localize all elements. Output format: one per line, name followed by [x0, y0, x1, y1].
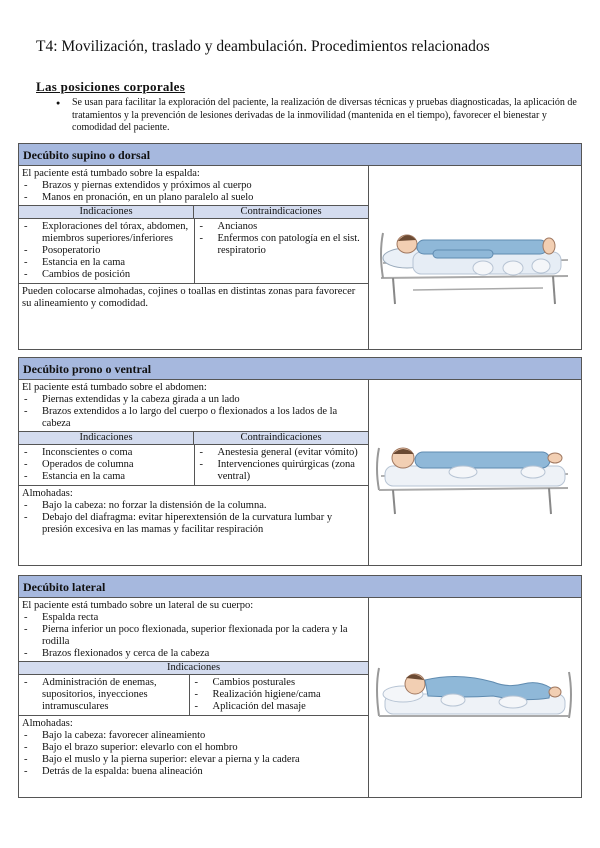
table-header — [19, 205, 368, 219]
image-cell — [369, 166, 581, 349]
section-supino — [18, 143, 582, 350]
list-item: - Cambios posturales — [193, 677, 365, 689]
contraindications-heading: Contraindicaciones — [193, 432, 368, 444]
section-header: Decúbito lateral — [19, 576, 581, 598]
section-subtitle: Las posiciones corporales — [36, 79, 186, 94]
list-item: - Aplicación del masaje — [193, 701, 365, 713]
list-item: - Cambios de posición — [22, 269, 191, 281]
notes-block — [19, 486, 368, 538]
table-header — [19, 431, 368, 445]
notes-title: Almohadas: — [22, 488, 73, 499]
list-item: - Bajo el muslo y la pierna superior: elevar a pierna y la cadera — [22, 754, 365, 766]
list-item: - Inconscientes o coma — [22, 447, 191, 459]
list-item: - Posoperatorio — [22, 245, 191, 257]
list-item: - Debajo del diafragma: evitar hiperextensión de la curvatura lumbar y presión excesiva en las mamas y facilitar respiración — [22, 512, 365, 536]
table-body — [19, 445, 368, 486]
description: El paciente está tumbado sobre un lateral de su cuerpo: — [22, 600, 254, 611]
description: El paciente está tumbado sobre la espalda: — [22, 168, 200, 179]
section-text — [19, 598, 369, 797]
point: - Brazos extendidos a lo largo del cuerpo o flexionados a los lados de la cabeza — [22, 406, 365, 430]
notes-block — [19, 716, 368, 780]
list-item: - Operados de columna — [22, 459, 191, 471]
point: - Brazos y piernas extendidos y próximos al cuerpo — [22, 180, 365, 192]
point: - Espalda recta — [22, 612, 365, 624]
list-item: - Realización higiene/cama — [193, 689, 365, 701]
patient-supine-illustration — [373, 208, 578, 308]
section-text — [19, 166, 369, 349]
list-item: - Intervenciones quirúrgicas (zona ventral) — [198, 459, 366, 483]
list-item: - Administración de enemas, supositorios, inyecciones intramusculares — [22, 677, 186, 713]
section-prono — [18, 357, 582, 566]
patient-lateral-illustration — [373, 658, 578, 738]
point: - Pierna inferior un poco flexionada, superior flexionada por la cadera y la rodilla — [22, 624, 365, 648]
intro-bullet: ● Se usan para facilitar la exploración del paciente, la realización de diversas técnicas y pruebas diagnosticadas, la aplicación de tratamientos y la prevención de lesiones derivadas de la inmovilidad (mantenida en el tiempo), favorecer el bienestar y comodidad del paciente. — [54, 97, 577, 135]
list-item: - Ancianos — [198, 221, 366, 233]
point: - Manos en pronación, en un plano paralelo al suelo — [22, 192, 365, 204]
list-item: - Anestesia general (evitar vómito) — [198, 447, 366, 459]
list-item: - Estancia en la cama — [22, 257, 191, 269]
table-body — [19, 675, 368, 716]
section-lateral — [18, 575, 582, 798]
list-item: - Bajo el brazo superior: elevarlo con el hombro — [22, 742, 365, 754]
list-item: - Estancia en la cama — [22, 471, 191, 483]
point: - Brazos flexionados y cerca de la cabeza — [22, 648, 365, 660]
section-header: Decúbito supino o dorsal — [19, 144, 581, 166]
list-item: - Bajo la cabeza: no forzar la distensión de la columna. — [22, 500, 365, 512]
patient-prone-illustration — [373, 428, 578, 518]
image-cell — [369, 598, 581, 797]
indications-heading: Indicaciones — [166, 662, 221, 673]
section-header: Decúbito prono o ventral — [19, 358, 581, 380]
list-item: - Exploraciones del tórax, abdomen, miembros superiores/inferiores — [22, 221, 191, 245]
note: Pueden colocarse almohadas, cojines o toallas en distintas zonas para favorecer su alineamiento y comodidad. — [22, 286, 356, 309]
description: El paciente está tumbado sobre el abdomen: — [22, 382, 207, 393]
table-header — [19, 661, 368, 675]
table-body — [19, 219, 368, 284]
indications-heading: Indicaciones — [79, 432, 133, 443]
list-item: - Enfermos con patología en el sist. respiratorio — [198, 233, 366, 257]
list-item: - Detrás de la espalda: buena alineación — [22, 766, 365, 778]
section-text — [19, 380, 369, 565]
point: - Piernas extendidas y la cabeza girada a un lado — [22, 394, 365, 406]
list-item: - Bajo la cabeza: favorecer alineamiento — [22, 730, 365, 742]
contraindications-heading: Contraindicaciones — [193, 206, 368, 218]
image-cell — [369, 380, 581, 565]
indications-heading: Indicaciones — [79, 206, 133, 217]
notes-title: Almohadas: — [22, 718, 73, 729]
page-title: T4: Movilización, traslado y deambulación. Procedimientos relacionados — [36, 38, 490, 55]
